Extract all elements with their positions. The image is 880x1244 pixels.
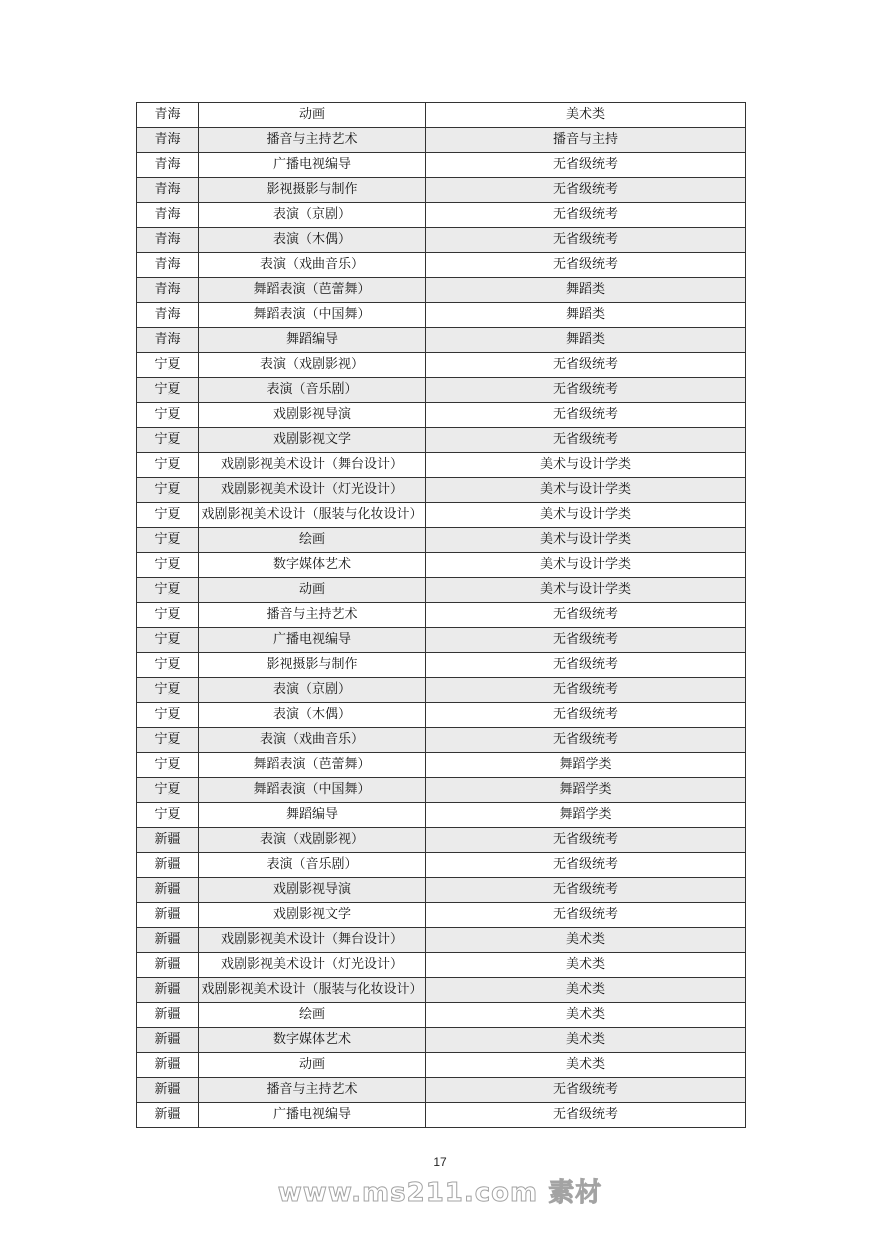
table-row (137, 328, 746, 353)
category-cell: 无省级统考 (426, 653, 746, 678)
table-row (137, 453, 746, 478)
category-cell: 无省级统考 (426, 1103, 746, 1128)
table-row (137, 878, 746, 903)
table-row (137, 953, 746, 978)
table-row (137, 1053, 746, 1078)
table-row (137, 1103, 746, 1128)
table-row (137, 578, 746, 603)
table-row (137, 353, 746, 378)
majors-table (136, 102, 746, 1128)
province-cell: 宁夏 (137, 403, 199, 428)
table-row (137, 378, 746, 403)
province-cell: 新疆 (137, 953, 199, 978)
table-row (137, 603, 746, 628)
province-cell: 宁夏 (137, 703, 199, 728)
province-cell: 新疆 (137, 878, 199, 903)
category-cell: 舞蹈类 (426, 328, 746, 353)
category-cell: 美术类 (426, 103, 746, 128)
category-cell: 美术与设计学类 (426, 553, 746, 578)
major-cell: 表演（戏曲音乐） (199, 728, 426, 753)
major-cell: 表演（戏剧影视） (199, 828, 426, 853)
province-cell: 新疆 (137, 1028, 199, 1053)
category-cell: 无省级统考 (426, 378, 746, 403)
table-row (137, 703, 746, 728)
category-cell: 无省级统考 (426, 603, 746, 628)
province-cell: 青海 (137, 128, 199, 153)
major-cell: 舞蹈编导 (199, 803, 426, 828)
province-cell: 宁夏 (137, 578, 199, 603)
major-cell: 播音与主持艺术 (199, 1078, 426, 1103)
category-cell: 无省级统考 (426, 678, 746, 703)
category-cell: 美术类 (426, 1028, 746, 1053)
table-row (137, 303, 746, 328)
table-row (137, 278, 746, 303)
province-cell: 青海 (137, 303, 199, 328)
province-cell: 宁夏 (137, 503, 199, 528)
major-cell: 绘画 (199, 528, 426, 553)
category-cell: 无省级统考 (426, 903, 746, 928)
table-row (137, 1028, 746, 1053)
province-cell: 青海 (137, 253, 199, 278)
category-cell: 舞蹈类 (426, 278, 746, 303)
major-cell: 舞蹈表演（芭蕾舞） (199, 753, 426, 778)
category-cell: 舞蹈类 (426, 303, 746, 328)
province-cell: 青海 (137, 103, 199, 128)
province-cell: 宁夏 (137, 378, 199, 403)
province-cell: 宁夏 (137, 678, 199, 703)
table-row (137, 128, 746, 153)
major-cell: 动画 (199, 103, 426, 128)
category-cell: 舞蹈学类 (426, 778, 746, 803)
watermark: www.ms211.com 素材 (277, 1178, 603, 1208)
category-cell: 美术与设计学类 (426, 478, 746, 503)
category-cell: 无省级统考 (426, 178, 746, 203)
major-cell: 表演（木偶） (199, 703, 426, 728)
category-cell: 美术与设计学类 (426, 578, 746, 603)
province-cell: 青海 (137, 328, 199, 353)
major-cell: 舞蹈表演（中国舞） (199, 778, 426, 803)
province-cell: 青海 (137, 203, 199, 228)
category-cell: 无省级统考 (426, 428, 746, 453)
table-row (137, 903, 746, 928)
province-cell: 宁夏 (137, 603, 199, 628)
category-cell: 无省级统考 (426, 628, 746, 653)
major-cell: 舞蹈表演（芭蕾舞） (199, 278, 426, 303)
category-cell: 无省级统考 (426, 1078, 746, 1103)
major-cell: 表演（戏剧影视） (199, 353, 426, 378)
province-cell: 宁夏 (137, 353, 199, 378)
category-cell: 美术类 (426, 1003, 746, 1028)
province-cell: 新疆 (137, 1103, 199, 1128)
table-row (137, 253, 746, 278)
table-row (137, 678, 746, 703)
major-cell: 动画 (199, 1053, 426, 1078)
table-row (137, 778, 746, 803)
major-cell: 戏剧影视美术设计（舞台设计） (199, 928, 426, 953)
category-cell: 无省级统考 (426, 728, 746, 753)
province-cell: 宁夏 (137, 478, 199, 503)
table-row (137, 828, 746, 853)
table-row (137, 203, 746, 228)
table-row (137, 428, 746, 453)
major-cell: 影视摄影与制作 (199, 653, 426, 678)
table-row (137, 803, 746, 828)
major-cell: 动画 (199, 578, 426, 603)
table-row (137, 103, 746, 128)
province-cell: 宁夏 (137, 803, 199, 828)
major-cell: 戏剧影视美术设计（服装与化妆设计） (199, 978, 426, 1003)
major-cell: 戏剧影视导演 (199, 878, 426, 903)
major-cell: 表演（音乐剧） (199, 378, 426, 403)
category-cell: 舞蹈学类 (426, 803, 746, 828)
province-cell: 宁夏 (137, 553, 199, 578)
table-row (137, 728, 746, 753)
category-cell: 美术类 (426, 1053, 746, 1078)
major-cell: 舞蹈编导 (199, 328, 426, 353)
major-cell: 戏剧影视文学 (199, 428, 426, 453)
table-row (137, 503, 746, 528)
category-cell: 无省级统考 (426, 253, 746, 278)
major-cell: 舞蹈表演（中国舞） (199, 303, 426, 328)
province-cell: 青海 (137, 178, 199, 203)
province-cell: 新疆 (137, 1053, 199, 1078)
province-cell: 宁夏 (137, 728, 199, 753)
major-cell: 广播电视编导 (199, 1103, 426, 1128)
province-cell: 新疆 (137, 903, 199, 928)
province-cell: 青海 (137, 228, 199, 253)
major-cell: 表演（木偶） (199, 228, 426, 253)
major-cell: 戏剧影视美术设计（灯光设计） (199, 478, 426, 503)
province-cell: 宁夏 (137, 778, 199, 803)
table-row (137, 978, 746, 1003)
major-cell: 戏剧影视美术设计（服装与化妆设计） (199, 503, 426, 528)
table-row (137, 403, 746, 428)
category-cell: 无省级统考 (426, 828, 746, 853)
major-cell: 表演（戏曲音乐） (199, 253, 426, 278)
category-cell: 播音与主持 (426, 128, 746, 153)
table-row (137, 653, 746, 678)
table-row (137, 1078, 746, 1103)
major-cell: 戏剧影视美术设计（灯光设计） (199, 953, 426, 978)
category-cell: 无省级统考 (426, 228, 746, 253)
province-cell: 新疆 (137, 978, 199, 1003)
table-row (137, 853, 746, 878)
major-cell: 广播电视编导 (199, 153, 426, 178)
category-cell: 美术类 (426, 978, 746, 1003)
table-row (137, 153, 746, 178)
province-cell: 新疆 (137, 928, 199, 953)
major-cell: 表演（京剧） (199, 203, 426, 228)
category-cell: 无省级统考 (426, 153, 746, 178)
page-number: 17 (433, 1155, 447, 1169)
table-row (137, 553, 746, 578)
province-cell: 宁夏 (137, 528, 199, 553)
province-cell: 青海 (137, 278, 199, 303)
major-cell: 绘画 (199, 1003, 426, 1028)
category-cell: 无省级统考 (426, 353, 746, 378)
major-cell: 戏剧影视文学 (199, 903, 426, 928)
major-cell: 播音与主持艺术 (199, 603, 426, 628)
category-cell: 无省级统考 (426, 878, 746, 903)
category-cell: 美术与设计学类 (426, 503, 746, 528)
major-cell: 表演（音乐剧） (199, 853, 426, 878)
major-cell: 广播电视编导 (199, 628, 426, 653)
major-cell: 播音与主持艺术 (199, 128, 426, 153)
category-cell: 美术类 (426, 953, 746, 978)
category-cell: 美术与设计学类 (426, 528, 746, 553)
table-body (137, 103, 746, 1128)
major-cell: 数字媒体艺术 (199, 553, 426, 578)
province-cell: 新疆 (137, 853, 199, 878)
province-cell: 宁夏 (137, 653, 199, 678)
major-cell: 影视摄影与制作 (199, 178, 426, 203)
category-cell: 无省级统考 (426, 703, 746, 728)
category-cell: 美术类 (426, 928, 746, 953)
major-cell: 数字媒体艺术 (199, 1028, 426, 1053)
table-row (137, 928, 746, 953)
province-cell: 宁夏 (137, 453, 199, 478)
table-row (137, 1003, 746, 1028)
province-cell: 青海 (137, 153, 199, 178)
category-cell: 无省级统考 (426, 853, 746, 878)
category-cell: 美术与设计学类 (426, 453, 746, 478)
table-row (137, 178, 746, 203)
major-cell: 表演（京剧） (199, 678, 426, 703)
major-cell: 戏剧影视导演 (199, 403, 426, 428)
province-cell: 新疆 (137, 1078, 199, 1103)
province-cell: 新疆 (137, 828, 199, 853)
major-cell: 戏剧影视美术设计（舞台设计） (199, 453, 426, 478)
category-cell: 无省级统考 (426, 203, 746, 228)
province-cell: 宁夏 (137, 628, 199, 653)
table-row (137, 753, 746, 778)
table-row (137, 528, 746, 553)
table-row (137, 628, 746, 653)
table-row (137, 228, 746, 253)
category-cell: 无省级统考 (426, 403, 746, 428)
province-cell: 宁夏 (137, 428, 199, 453)
province-cell: 宁夏 (137, 753, 199, 778)
category-cell: 舞蹈学类 (426, 753, 746, 778)
province-cell: 新疆 (137, 1003, 199, 1028)
table-row (137, 478, 746, 503)
